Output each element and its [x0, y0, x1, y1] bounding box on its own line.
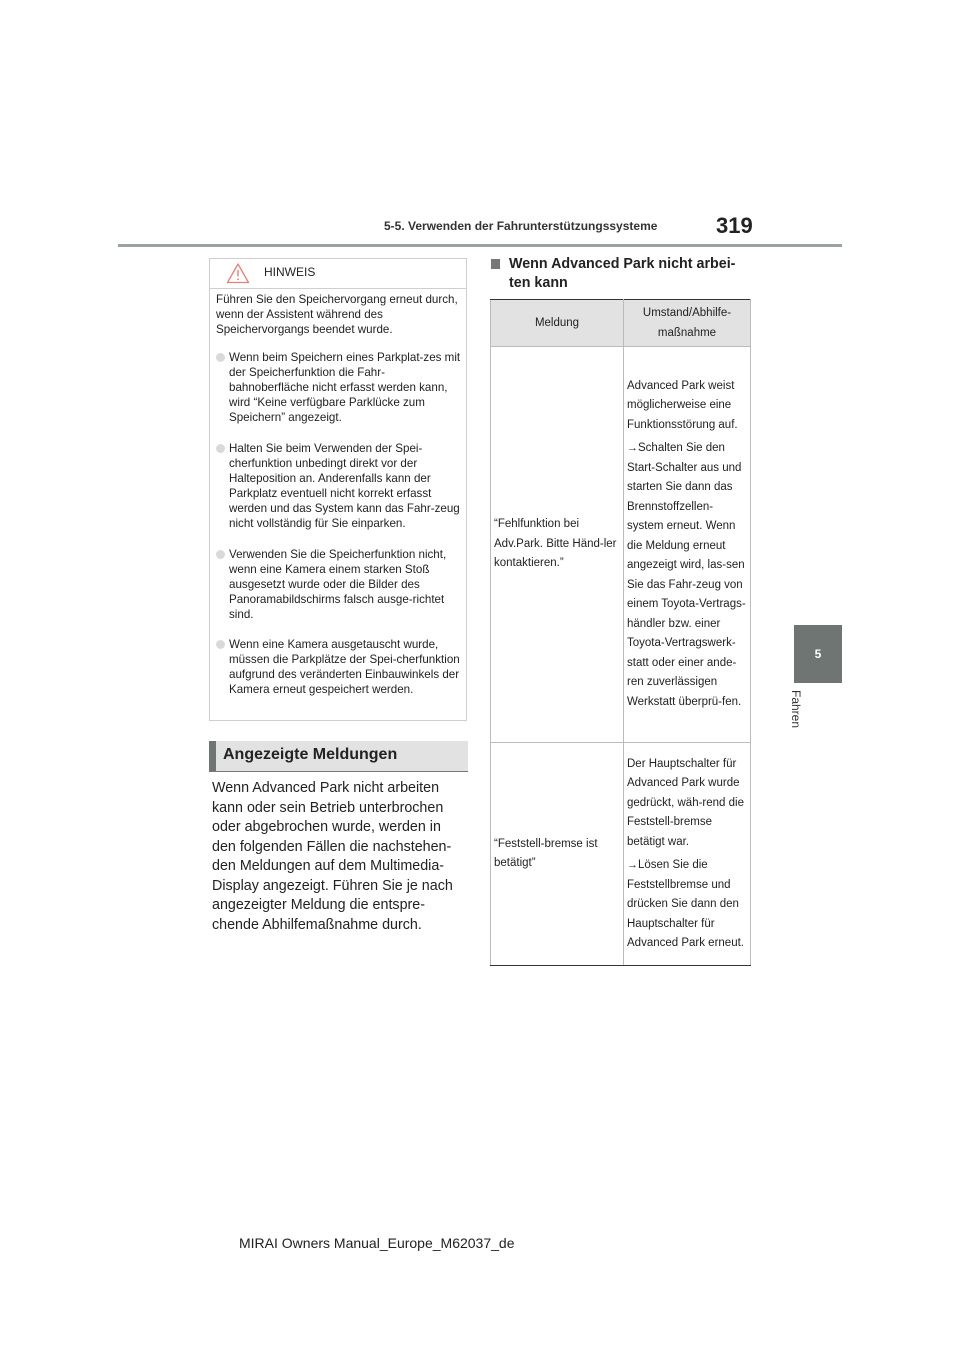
cause-text: Der Hauptschalter für Advanced Park wurde gedrückt, wäh-rend die Feststell-bremse betätigt war. [627, 757, 744, 848]
notice-bullet-text: Wenn beim Speichern eines Parkplat-zes mit der Speicherfunktion die Fahr-bahnoberfläche nicht erfasst werden kann, wird “Keine verfügbare Parklücke zum Speichern” angezeigt. [229, 351, 461, 424]
subsection-heading [491, 255, 753, 293]
heading-marker [209, 741, 216, 771]
remedy-paragraph [627, 439, 748, 712]
section-heading-text: Angezeigte Meldungen [223, 746, 398, 763]
column-header-remedy: Umstand/Abhilfe-maßnahme [624, 300, 751, 347]
message-cell: “Fehlfunktion bei Adv.Park. Bitte Händ-ler kontaktieren.” [491, 347, 624, 743]
section-paragraph: Wenn Advanced Park nicht arbeiten kann oder sein Betrieb unterbrochen oder abgebrochen wurde, werden in den folgenden Fällen die nachstehen-den Meldungen auf dem Multimedia-Display angezeigt. Führen Sie je nach angezeigter Meldung die entspre-chende Abhilfemaßnahme durch. [212, 780, 453, 933]
chapter-tab [794, 625, 842, 683]
remedy-paragraph [627, 856, 748, 954]
table-row [491, 743, 751, 966]
circle-bullet-icon [216, 640, 225, 649]
remedy-text: Lösen Sie die Feststellbremse und drücken Sie dann den Hauptschalter für Advanced Park erneut. [627, 859, 744, 949]
remedy-text: Schalten Sie den Start-Schalter aus und starten Sie dann das Brennstoffzellen-system erneut. Wenn die Meldung erneut angezeigt wird, las-sen Sie das Fahr-zeug von einem Toyota-Vertrags-händler bzw. einer Toyota-Vertragswerk-statt oder einer ande-ren zuverlässigen Werkstatt überprü-fen. [627, 442, 746, 708]
remedy-cell [624, 743, 751, 966]
section-title: 5-5. Verwenden der Fahrunterstützungssysteme [384, 219, 658, 233]
chapter-label: Fahren [789, 690, 803, 729]
notice-header [210, 259, 466, 289]
notice-bullet-text: Halten Sie beim Verwenden der Spei-cherfunktion unbedingt direkt vor der Halteposition an. Anderenfalls kann der Parkplatz eventuell nicht korrekt erfasst werden und das System kann das Fahr-zeug nicht vollständig für Sie einparken. [229, 442, 460, 530]
notice-bullet-text: Wenn eine Kamera ausgetauscht wurde, müssen die Parkplätze der Spei-cherfunktion aufgrund des veränderten Einbauwinkels der Kamera erneut gespeichert werden. [229, 638, 460, 696]
table-row [491, 347, 751, 743]
notice-bullet [216, 637, 462, 697]
warning-triangle-icon [226, 262, 250, 284]
notice-bullet-text: Verwenden Sie die Speicherfunktion nicht, wenn eine Kamera einem starken Stoß ausgesetzt wurde oder die Bilder des Panoramabildschirms falsch ausge-richtet sind. [229, 548, 447, 621]
circle-bullet-icon [216, 444, 225, 453]
chapter-number: 5 [814, 647, 822, 661]
section-heading [209, 741, 468, 772]
message-cell: “Feststell-bremse ist betätigt” [491, 743, 624, 966]
circle-bullet-icon [216, 550, 225, 559]
arrow-right-icon: → [627, 442, 638, 455]
footer-text: MIRAI Owners Manual_Europe_M62037_de [239, 1235, 515, 1251]
remedy-cell [624, 347, 751, 743]
notice-box [209, 258, 467, 721]
notice-bullet [216, 547, 462, 622]
notice-bullet [216, 350, 462, 425]
messages-table [490, 299, 751, 966]
column-header-message: Meldung [491, 300, 624, 347]
header-divider [118, 244, 842, 247]
table-header-row [491, 300, 751, 347]
arrow-right-icon: → [627, 859, 638, 871]
square-bullet-icon [491, 259, 500, 269]
cause-text: Advanced Park weist möglicherweise eine Funktionsstörung auf. [627, 379, 738, 431]
notice-intro: Führen Sie den Speichervorgang erneut durch, wenn der Assistent während des Speichervorgangs beendet wurde. [216, 293, 458, 336]
notice-title: HINWEIS [264, 265, 316, 279]
notice-bullet [216, 441, 462, 531]
circle-bullet-icon [216, 353, 225, 362]
page-number: 319 [716, 213, 753, 238]
subsection-heading-text: Wenn Advanced Park nicht arbei-ten kann [509, 256, 736, 291]
